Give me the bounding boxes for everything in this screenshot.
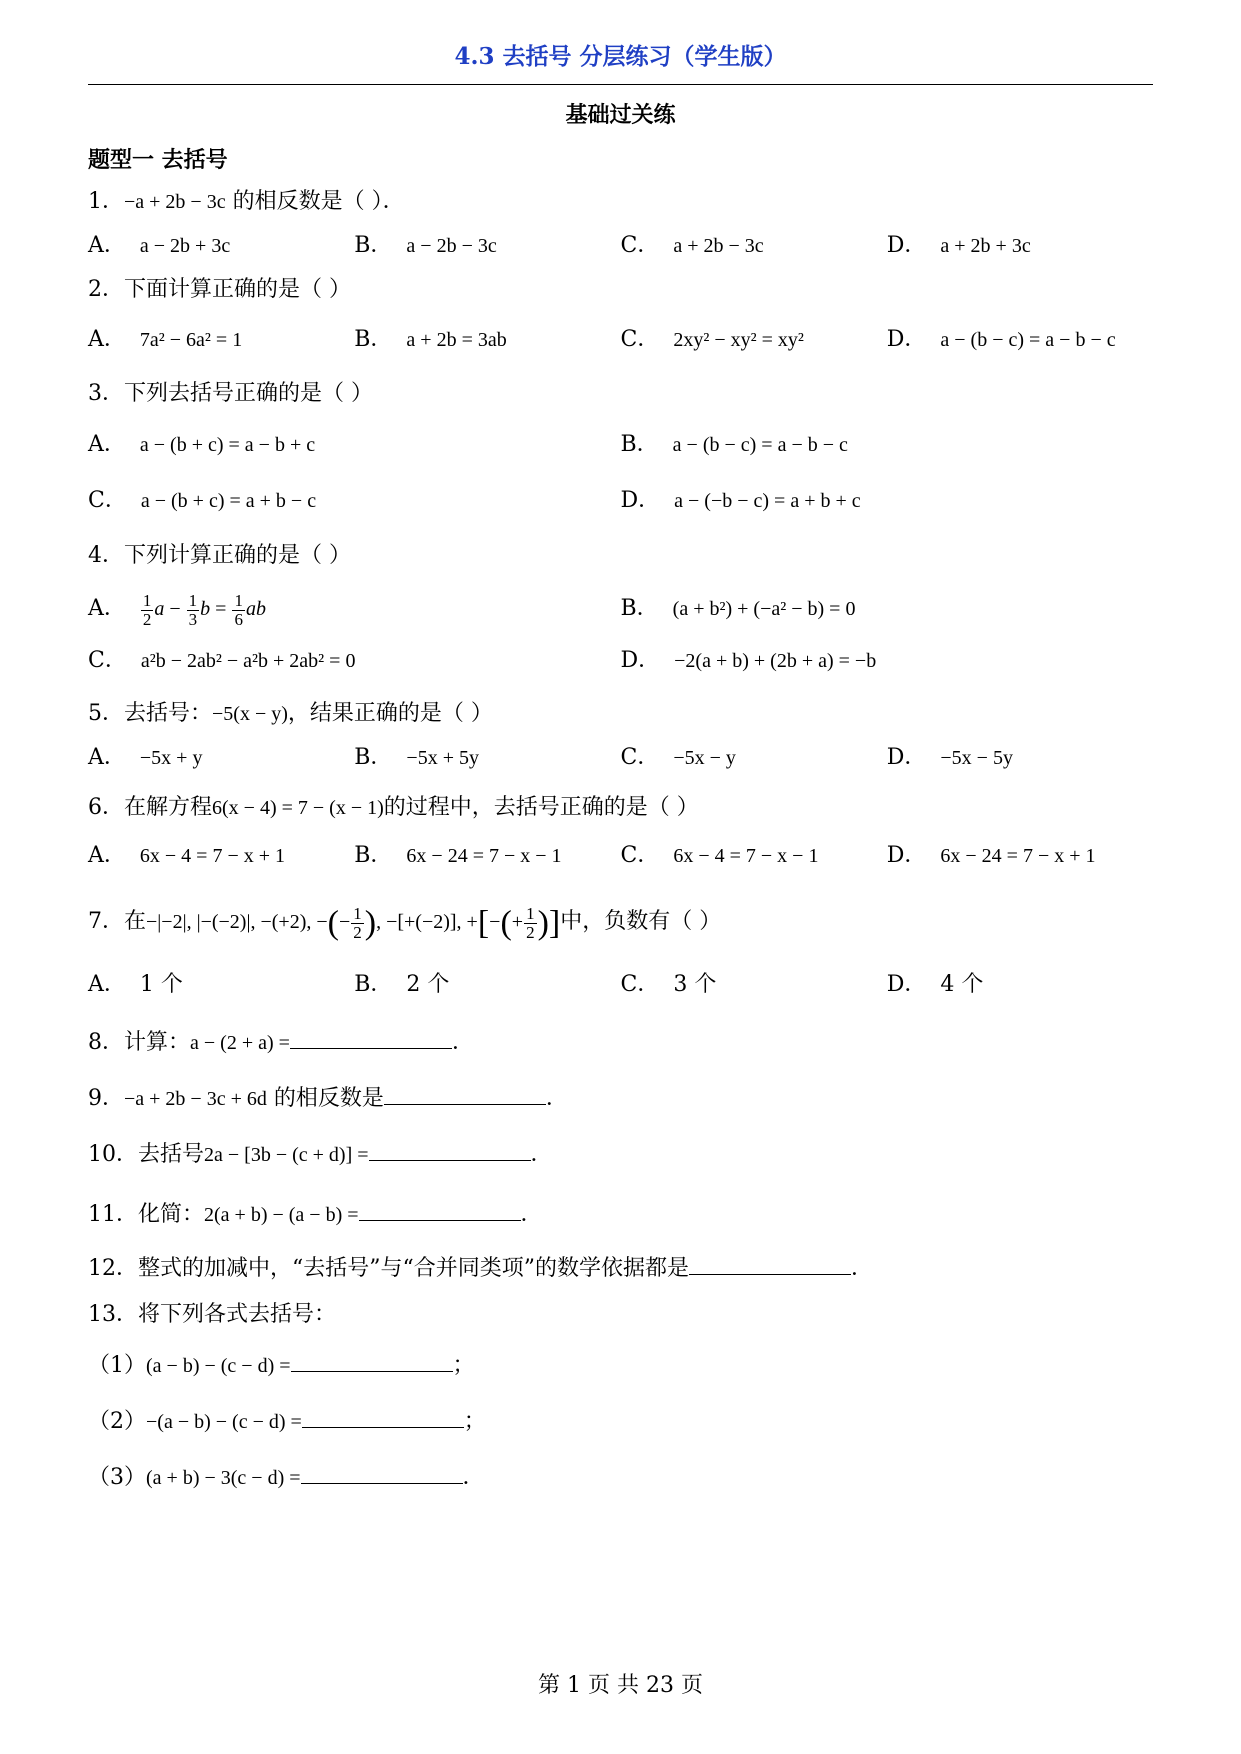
question-9: 9．−a + 2b − 3c + 6d 的相反数是 ． [88,1080,1153,1114]
question-4 [88,541,1153,571]
option-a[interactable]: A． 7a² − 6a² = 1 [88,327,243,352]
option-c[interactable]: C． 3 个 [620,972,717,998]
option-d[interactable]: D． a − (b − c) = a − b − c [886,327,1116,352]
question-number: 2． [88,277,124,302]
header-divider [88,84,1153,85]
question-expression: −a + 2b − 3c [124,191,226,213]
option-b[interactable]: B． (a + b²) + (−a² − b) = 0 [620,596,856,621]
question-5-options [88,741,1153,775]
question-3-options-row-1 [88,425,1153,465]
option-c[interactable]: C． 6x − 4 = 7 − x − 1 [620,843,819,868]
question-6: 6．在解方程6(x − 4) = 7 − (x − 1)的过程中，去括号正确的是（ ） [88,795,699,820]
fraction-sixth: $\frac{1}{6}$ [234,590,243,629]
option-b[interactable]: B． −5x + 5y [354,745,479,770]
fraction-third: $\frac{1}{3}$ [188,590,198,629]
question-1-options [88,229,1153,263]
option-c[interactable]: C． a − (b + c) = a + b − c [88,488,317,513]
answer-blank[interactable] [301,1459,463,1484]
question-7-expression: −|−2|, |−(−2)|, −(+2), −(− $\frac{1}{2}$ ), −[+(−2)], +[−(+ $\frac{1}{2}$ )] [146,903,561,942]
answer-blank[interactable] [369,1136,531,1161]
option-d[interactable]: D． 4 个 [886,972,984,998]
document-title: 4.3 去括号 分层练习（学生版） [454,43,787,70]
question-text: 下列计算正确的是（ ） [124,543,351,568]
question-7: 7．在−|−2|, |−(−2)|, −(+2), −(− $\frac{1}{2}$ ), −[+(−2)], +[−(+ $\frac{1}{2}$ )]中，负数有（ ） [88,903,722,942]
question-text: 的相反数是（ ）． [232,189,405,214]
answer-blank[interactable] [359,1196,521,1221]
option-d[interactable]: D． 6x − 24 = 7 − x + 1 [886,843,1096,868]
answer-blank[interactable] [689,1250,851,1275]
question-8: 8．计算：a − (2 + a) = ． [88,1024,1153,1058]
option-a[interactable]: A． 6x − 4 = 7 − x + 1 [88,843,286,868]
option-b[interactable]: B． 6x − 24 = 7 − x − 1 [354,843,562,868]
option-a[interactable]: A． 1 个 [88,972,183,998]
option-b[interactable]: B． a − (b − c) = a − b − c [620,432,848,457]
page-footer: 第 1 页 共 23 页 [538,1673,703,1698]
option-a[interactable]: A． $\frac{1}{2}$ a − $\frac{1}{3}$ b = $\frac{1}{6}$ ab [88,590,266,629]
option-d[interactable]: D． −5x − 5y [886,745,1013,770]
answer-blank[interactable] [290,1024,452,1049]
question-13-part-3: （3）(a + b) − 3(c − d) = ． [88,1458,1153,1498]
question-2 [88,275,1153,305]
fraction-expression: $\frac{1}{2}$ a − $\frac{1}{3}$ b = $\frac{1}{6}$ ab [142,590,266,629]
question-11: 11．化简：2(a + b) − (a − b) = ． [88,1196,1153,1230]
group-title: 题型一 去括号 [88,147,228,173]
option-b[interactable]: B． 2 个 [354,972,450,998]
question-3-options-row-2 [88,481,1153,521]
question-5: 5．去括号：−5(x − y)，结果正确的是（ ） [88,701,493,726]
question-13-part-2: （2）−(a − b) − (c − d) = ； [88,1402,1153,1442]
option-d[interactable]: D． a + 2b + 3c [886,233,1031,258]
question-4-options-row-2 [88,641,1153,681]
question-3 [88,379,1153,409]
question-4-options-row-1 [88,585,1153,633]
option-c[interactable]: C． a²b − 2ab² − a²b + 2ab² = 0 [88,648,356,673]
option-d[interactable]: D． a − (−b − c) = a + b + c [620,488,861,513]
question-13: 13．将下列各式去括号： [88,1302,337,1328]
answer-blank[interactable] [302,1403,464,1428]
option-c[interactable]: C． −5x − y [620,745,736,770]
option-a[interactable]: A． a − (b + c) = a − b + c [88,432,316,457]
question-1 [88,187,1153,217]
option-c[interactable]: C． 2xy² − xy² = xy² [620,327,804,352]
question-text: 下列去括号正确的是（ ） [124,381,373,406]
question-7-options [88,968,1153,1002]
question-number: 1． [88,189,124,214]
answer-blank[interactable] [291,1347,453,1372]
question-number: 4． [88,543,124,568]
question-13-part-1: （1）(a − b) − (c − d) = ； [88,1346,1153,1386]
option-d[interactable]: D． −2(a + b) + (2b + a) = −b [620,648,877,673]
answer-blank[interactable] [384,1080,546,1105]
option-c[interactable]: C． a + 2b − 3c [620,233,764,258]
option-b[interactable]: B． a + 2b = 3ab [354,327,507,352]
option-a[interactable]: A． a − 2b + 3c [88,233,231,258]
section-title: 基础过关练 [565,102,676,128]
question-number: 3． [88,381,124,406]
question-12: 12．整式的加减中，“去括号”与“合并同类项”的数学依据都是 ． [88,1250,1153,1284]
question-2-options [88,323,1153,357]
option-b[interactable]: B． a − 2b − 3c [354,233,497,258]
question-10: 10．去括号2a − [3b − (c + d)] = ． [88,1136,1153,1170]
fraction-half: $\frac{1}{2}$ [142,590,152,629]
option-a[interactable]: A． −5x + y [88,745,203,770]
question-6-options [88,839,1153,873]
question-text: 下面计算正确的是（ ） [124,277,351,302]
